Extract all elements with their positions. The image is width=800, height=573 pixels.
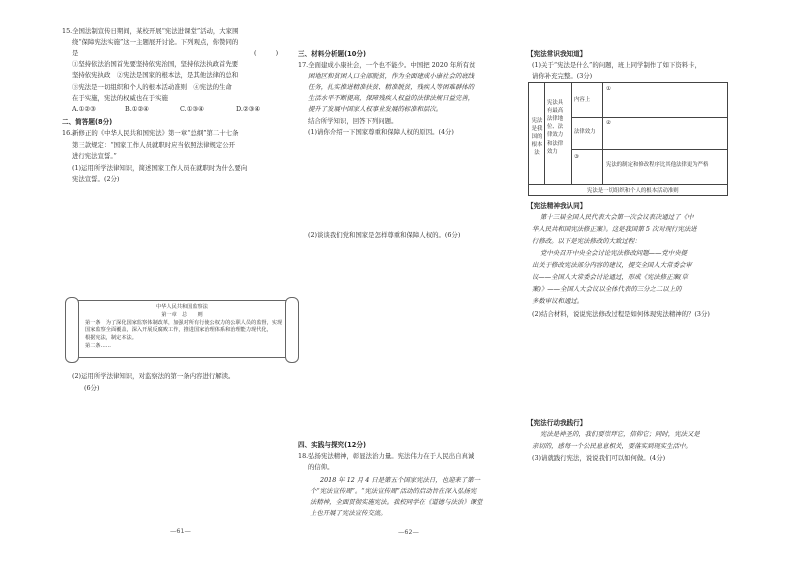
p3-question: (3)请就践行宪法，说说我们可以如何做。(4分) xyxy=(532,454,666,462)
q16-line1: 16.新修正的《中华人民共和国宪法》第一章“总纲”第二十七条 xyxy=(62,129,239,137)
scroll-line2: 国家监察全面覆盖，深入开展反腐败工作，推进国家治理体系和治理能力现代化， xyxy=(85,327,272,334)
table-row2-label: 法律效力 xyxy=(574,129,596,135)
p2-line5: 出关于修改宪法部分内容的建议，提交全国人大常委会审 xyxy=(532,261,692,269)
section-4-heading: 四、实践与探究(12分) xyxy=(298,441,366,449)
q17-line5: 提升了发展中国家人权事业发展的标准和层次。 xyxy=(308,105,443,113)
p1-line1: (1)关于“宪法是什么”的问题，班上同学制作了如下资料卡， xyxy=(532,61,701,69)
p2-question: (2)结合材料，说说宪法修改过程是如何体现宪法精神的？(3分) xyxy=(532,310,710,318)
q15-option-1b: 坚持依宪执政 ②宪法是国家的根本法，是其他法律的总和 xyxy=(72,71,239,79)
constitution-knowledge-heading: 【宪法常识我知道】 xyxy=(527,50,587,58)
q18-line4: 个“宪法宣传周”。“宪法宣传周”活动的启动旨在深入弘扬宪 xyxy=(310,487,477,495)
q15-line3: 是 xyxy=(72,49,79,57)
q16-sub1-line1: (1)运用所学法律知识，简述国家工作人员在就职时为什么要向 xyxy=(72,164,248,172)
q15-choice-d: D.②③④ xyxy=(236,105,261,113)
p2-line1: 第十三届全国人民代表大会第一次会议表决通过了《中 xyxy=(540,213,694,221)
constitution-info-card-table xyxy=(528,82,728,196)
p2-line6: 议——全国人大常委会讨论通过，形成《宪法修正案(草 xyxy=(532,273,688,281)
q15-option-1a: ①坚持依法治国首先要坚持依宪治国，坚持依法执政首先要 xyxy=(72,60,239,68)
p2-line2: 华人民共和国宪法修正案》。这是我国第 5 次对现行宪法进 xyxy=(532,225,697,233)
scroll-line4: 第二条…… xyxy=(85,342,111,349)
q15-option-4: 在于实施，宪法的权威也在于实施 xyxy=(72,94,168,102)
q15-choice-b: B.①②④ xyxy=(125,105,149,113)
q15-choice-c: C.①③④ xyxy=(180,105,204,113)
table-row1-blank: ① xyxy=(606,86,611,92)
scroll-title: 中华人民共和国监察法 xyxy=(156,304,208,310)
q16-line2: 第三款规定：“国家工作人员就职时应当依照法律规定公开 xyxy=(72,141,236,149)
table-row3-blank: ③ xyxy=(574,154,579,160)
constitution-action-heading: 【宪法行动我践行】 xyxy=(527,419,587,427)
p1-line2: 请你补充完整。(3分) xyxy=(532,72,593,80)
table-row2-blank: ② xyxy=(606,120,611,126)
scroll-chapter: 第一章 总 则 xyxy=(161,311,203,318)
q16-sub2-line1: (2)运用所学法律知识，对监察法的第一条内容进行解读。 xyxy=(72,372,235,380)
constitution-spirit-heading: 【宪法精神我认同】 xyxy=(527,202,587,210)
q15-answer-paren: ( ) xyxy=(254,49,279,57)
p3-line2: 亲切的，感每一个公民息息相关，要落实到现实生活中。 xyxy=(532,442,692,450)
q15-option-3: ③宪法是一切组织和个人的根本活动准则 ④宪法的生命 xyxy=(72,83,232,91)
p2-line8: 多数审议和通过。 xyxy=(532,297,584,305)
q18-line2: 的信仰。 xyxy=(308,463,334,471)
page-number-left: —61— xyxy=(170,527,191,535)
q15-choice-a: A.①②③ xyxy=(72,105,96,113)
q18-line3: 2018 年 12 月 4 日是第五个国家宪法日，也迎来了第一 xyxy=(320,476,481,484)
table-row3-text: 宪法的制定和修改程序比其他法律更为严格 xyxy=(606,162,709,168)
supervision-law-scroll xyxy=(74,300,290,358)
q15-line2: 绕“保障宪法实施”这一主题展开讨论。下列观点，你赞同的 xyxy=(72,38,239,46)
table-bottom-text: 宪法是一切组织和个人的根本活动准则 xyxy=(587,188,679,194)
q16-sub1-line2: 宪法宣誓。(2分) xyxy=(72,175,120,183)
table-row1-label: 内容上 xyxy=(574,97,591,103)
scroll-line3: 根据宪法，制定本法。 xyxy=(85,335,137,342)
table-left-cell: 宪法 是我 国的 根本 法 xyxy=(531,118,543,157)
q16-sub2-line2: (6分) xyxy=(84,384,100,392)
q18-line5: 法精神，全面贯彻实施宪法。我校同学在《道德与法治》课堂 xyxy=(310,498,483,506)
q18-line1: 18.弘扬宪法精神，彰显法治力量。宪法伟力在于人民出自真诚 xyxy=(298,452,475,460)
q17-sub1: (1)请你介绍一下国家尊重和保障人权的原因。(4分) xyxy=(308,128,454,136)
page-number-right: —62— xyxy=(398,528,419,536)
q15-line1: 15.全国法制宣传日期间，某校开展“宪法进课堂”活动，大家围 xyxy=(62,27,239,35)
q17-line2: 困地区和贫困人口全部脱贫，作为全面建成小康社会的底线 xyxy=(308,72,475,80)
q17-line3: 任务，扎实推进精准扶贫、精准脱贫，残疾人等困难群体的 xyxy=(308,83,475,91)
q17-line4: 生活水平不断提高，保障残疾人权益的法律法规日益完善， xyxy=(308,94,475,102)
section-2-heading: 二、简答题(8分) xyxy=(62,118,113,126)
p2-line4: 党中央召开中央全会讨论宪法修改问题——党中央提 xyxy=(540,249,687,257)
table-mid-cell: 宪法具 有最高 法律地 位、法 律效力 和法律 效力 xyxy=(547,100,564,155)
section-3-heading: 三、材料分析题(10分) xyxy=(298,50,366,58)
q17-line6: 结合所学知识，回答下列问题。 xyxy=(308,117,398,125)
q16-line3: 进行宪法宣誓。” xyxy=(72,152,117,160)
p2-line3: 行修改。以下是宪法修改的大致过程： xyxy=(532,237,641,245)
q17-line1: 17.全面建成小康社会，一个也不能少。中国把 2020 年所有贫 xyxy=(298,61,476,69)
scroll-line1: 第一条 为了深化国家监察体制改革，加强对所有行使公权力的公职人员的监督，实现 xyxy=(85,319,283,326)
q18-line6: 上也开展了宪法宣传交流。 xyxy=(310,509,387,517)
q17-sub2: (2)谈谈我们党和国家是怎样尊重和保障人权的。(6分) xyxy=(308,231,461,239)
p3-line1: 宪法是神圣的，我们要崇拜它，信仰它；同时，宪法又是 xyxy=(540,430,700,438)
p2-line7: 案)》——全国人大会议以全体代表的三分之二以上的 xyxy=(532,285,682,293)
